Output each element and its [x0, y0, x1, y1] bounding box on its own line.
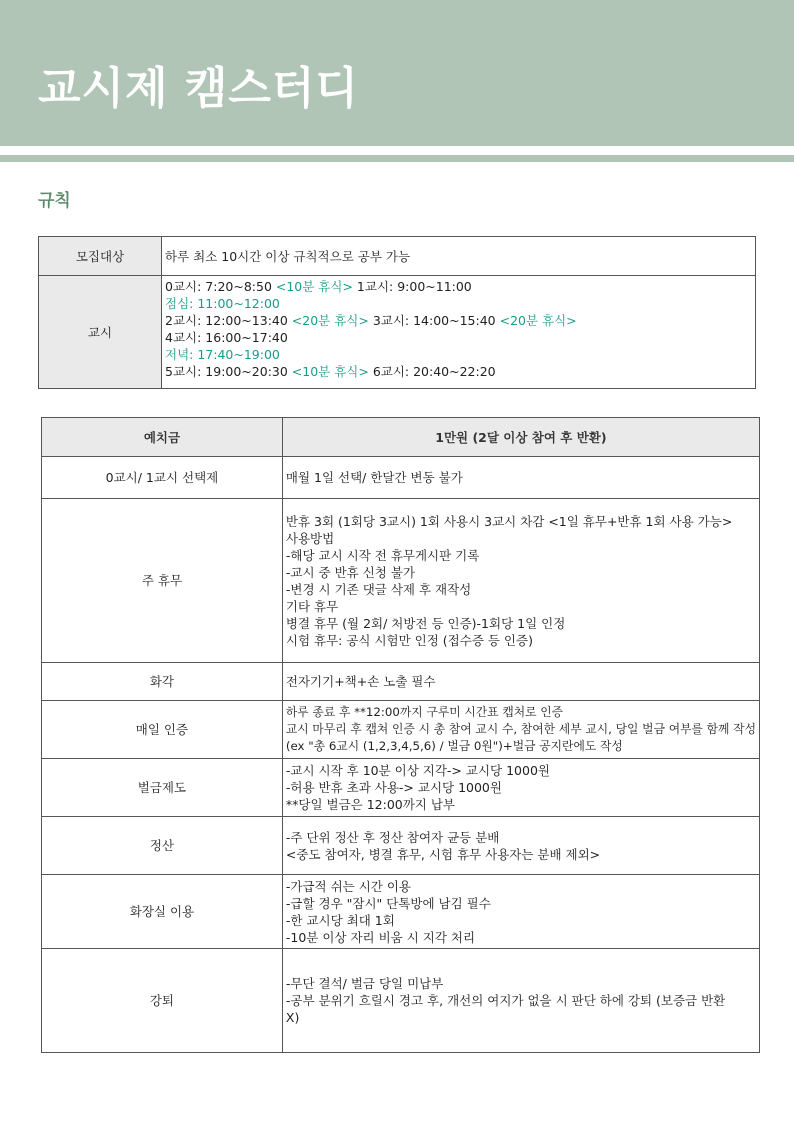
- header-banner: [0, 0, 794, 146]
- info-line: [165, 329, 752, 346]
- rule-line: -급할 경우 "잠시" 단톡방에 남김 필수: [285, 895, 491, 911]
- highlight-text: 저녁: 17:40~19:00: [165, 347, 280, 362]
- rule-detail: [282, 457, 759, 499]
- rule-label: 화각: [42, 663, 283, 701]
- header-divider: [0, 155, 794, 162]
- rules-row: [42, 457, 760, 499]
- rule-detail: [282, 759, 759, 817]
- info-label: 교시: [39, 276, 162, 389]
- info-line: [165, 312, 752, 329]
- rule-line: 매월 1일 선택/ 한달간 변동 불가: [285, 470, 463, 485]
- info-label: 모집대상: [39, 237, 162, 276]
- rule-line: -10분 이상 자리 비움 시 지각 처리: [285, 929, 476, 945]
- rule-line: -변경 시 기존 댓글 삭제 후 재작성: [285, 581, 472, 597]
- rules-table: [41, 417, 760, 1053]
- info-line: [165, 346, 752, 363]
- highlight-text: <20분 휴식>: [291, 313, 369, 328]
- rule-line: 병결 휴무 (월 2회/ 처방전 등 인증)-1회당 1일 인정: [285, 615, 566, 631]
- rule-line: -공부 분위기 흐릴시 경고 후, 개선의 여지가 없을 시 판단 하에 강퇴 (보증금 반환: [285, 993, 726, 1008]
- rule-line: -교시 시작 후 10분 이상 지각-> 교시당 1000원: [285, 763, 550, 778]
- rules-row: [42, 949, 760, 1053]
- info-text: 0교시: 7:20~8:50: [165, 279, 276, 294]
- rule-line: -해당 교시 시작 전 휴무게시판 기록: [285, 547, 480, 563]
- info-line: [165, 363, 752, 380]
- rules-row: [42, 701, 760, 759]
- rules-header-row: [42, 418, 760, 457]
- rules-row: [42, 663, 760, 701]
- rule-detail: [282, 499, 759, 663]
- rule-label: 강퇴: [42, 949, 283, 1053]
- deposit-value: 1만원 (2달 이상 참여 후 반환): [282, 418, 759, 457]
- rule-line: (ex "총 6교시 (1,2,3,4,5,6) / 벌금 0원")+벌금 공지란에도 작성: [285, 739, 623, 753]
- rule-label: 화장실 이용: [42, 875, 283, 949]
- rule-line: X): [285, 1010, 300, 1025]
- rule-label: 매일 인증: [42, 701, 283, 759]
- rules-row: [42, 817, 760, 875]
- rule-line: -허용 반휴 초과 사용-> 교시당 1000원: [285, 780, 502, 795]
- info-line: [165, 295, 752, 312]
- rule-line: 교시 마무리 후 캡쳐 인증 시 총 참여 교시 수, 참여한 세부 교시, 당일 벌금 여부를 함께 작성: [285, 722, 756, 736]
- rule-line: 하루 종료 후 **12:00까지 구루미 시간표 캡처로 인증: [285, 705, 564, 719]
- rule-line: -교시 중 반휴 신청 불가: [285, 564, 415, 580]
- rules-body: [42, 457, 760, 1053]
- highlight-text: <10분 휴식>: [275, 279, 353, 294]
- rule-detail: [282, 875, 759, 949]
- rule-line: 반휴 3회 (1회당 3교시) 1회 사용시 3교시 차감 <1일 휴무+반휴 1회 사용 가능>: [285, 513, 733, 529]
- rule-label: 0교시/ 1교시 선택제: [42, 457, 283, 499]
- info-line: [165, 248, 752, 265]
- rule-line: -가급적 쉬는 시간 이용: [285, 878, 411, 894]
- rule-line: <중도 참여자, 병결 휴무, 시험 휴무 사용자는 분배 제외>: [285, 846, 601, 862]
- rule-label: 주 휴무: [42, 499, 283, 663]
- rule-detail: [282, 663, 759, 701]
- rule-line: 시험 휴무: 공식 시험만 인정 (접수증 등 인증): [285, 632, 533, 648]
- info-text: 6교시: 20:40~22:20: [368, 364, 496, 379]
- info-value: [162, 237, 756, 276]
- info-text: 4교시: 16:00~17:40: [165, 330, 288, 345]
- highlight-text: <20분 휴식>: [499, 313, 577, 328]
- rule-line: -한 교시당 최대 1회: [285, 912, 395, 928]
- info-text: 5교시: 19:00~20:30: [165, 364, 292, 379]
- info-row-periods: [39, 276, 756, 389]
- info-text: 3교시: 14:00~15:40: [368, 313, 500, 328]
- info-text: 1교시: 9:00~11:00: [352, 279, 472, 294]
- rule-line: 전자기기+책+손 노출 필수: [285, 674, 436, 689]
- rule-line: 기타 휴무: [285, 598, 339, 614]
- rules-row: [42, 875, 760, 949]
- rule-line: 사용방법: [285, 530, 335, 546]
- rules-row: [42, 499, 760, 663]
- highlight-text: 점심: 11:00~12:00: [165, 296, 280, 311]
- rule-label: 정산: [42, 817, 283, 875]
- rule-line: **당일 벌금은 12:00까지 납부: [285, 797, 456, 812]
- info-row-target: [39, 237, 756, 276]
- section-title: 규칙: [38, 191, 71, 211]
- page-title: 교시제 캠스터디: [38, 63, 359, 114]
- highlight-text: <10분 휴식>: [291, 364, 369, 379]
- rule-label: 벌금제도: [42, 759, 283, 817]
- rule-detail: [282, 949, 759, 1053]
- rule-line: -무단 결석/ 벌금 당일 미납부: [285, 976, 444, 991]
- rule-detail: [282, 817, 759, 875]
- rules-row: [42, 759, 760, 817]
- info-table: [38, 236, 756, 389]
- rule-line: -주 단위 정산 후 정산 참여자 균등 분배: [285, 829, 500, 845]
- info-value: [162, 276, 756, 389]
- info-text: 하루 최소 10시간 이상 규칙적으로 공부 가능: [165, 248, 411, 264]
- info-text: 2교시: 12:00~13:40: [165, 313, 292, 328]
- deposit-label: 예치금: [42, 418, 283, 457]
- info-line: [165, 278, 752, 295]
- rule-detail: [282, 701, 759, 759]
